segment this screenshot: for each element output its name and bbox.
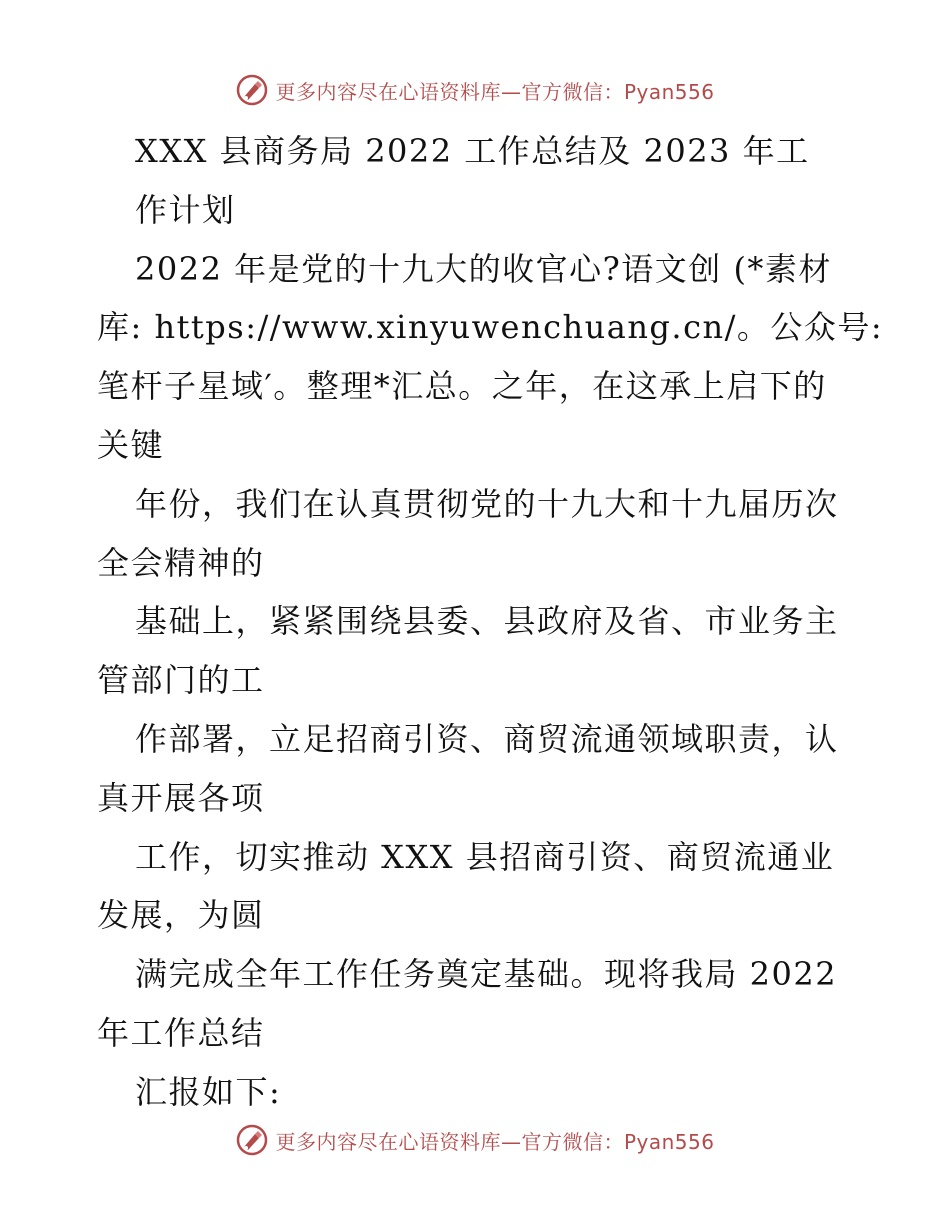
paragraph-line: 管部门的工 bbox=[97, 661, 265, 700]
pen-logo-icon bbox=[235, 1123, 269, 1157]
paragraph-line: 库: https://www.xinyuwenchuang.cn/。公众号: bbox=[97, 308, 884, 347]
paragraph-line: 发展，为圆 bbox=[97, 896, 265, 935]
title-line-2: 作计划 bbox=[135, 190, 236, 229]
paragraph-line: 年工作总结 bbox=[97, 1013, 265, 1052]
paragraph-line: 真开展各项 bbox=[97, 778, 265, 817]
watermark-content bbox=[235, 73, 714, 107]
paragraph-line: 满完成全年工作任务奠定基础。现将我局 2022 bbox=[135, 955, 838, 994]
paragraph-line: 关键 bbox=[97, 425, 165, 464]
paragraph-line: 笔杆子星域′。整理*汇总。之年，在这承上启下的 bbox=[97, 367, 827, 406]
footer-watermark bbox=[0, 1120, 950, 1160]
paragraph-line: 年份，我们在认真贯彻党的十九大和十九届历次 bbox=[135, 484, 839, 523]
header-watermark bbox=[0, 70, 950, 110]
paragraph-line: 2022 年是党的十九大的收官心?语文创 (*素材 bbox=[135, 249, 832, 288]
paragraph-line: 基础上，紧紧围绕县委、县政府及省、市业务主 bbox=[135, 602, 839, 641]
paragraph-line: 工作，切实推动 XXX 县招商引资、商贸流通业 bbox=[135, 837, 835, 876]
watermark-content bbox=[235, 1123, 714, 1157]
title-line-1: XXX 县商务局 2022 工作总结及 2023 年工 bbox=[135, 132, 810, 170]
paragraph-line: 汇报如下: bbox=[135, 1072, 282, 1111]
paragraph-line: 全会精神的 bbox=[97, 543, 265, 582]
watermark-text: 更多内容尽在心语资料库—官方微信：Pyan556 bbox=[275, 79, 715, 104]
paragraph-line: 作部署，立足招商引资、商贸流通领域职责，认 bbox=[135, 719, 839, 758]
document-body bbox=[97, 122, 884, 1122]
pen-logo-icon bbox=[235, 73, 269, 107]
watermark-text: 更多内容尽在心语资料库—官方微信：Pyan556 bbox=[275, 1129, 715, 1154]
